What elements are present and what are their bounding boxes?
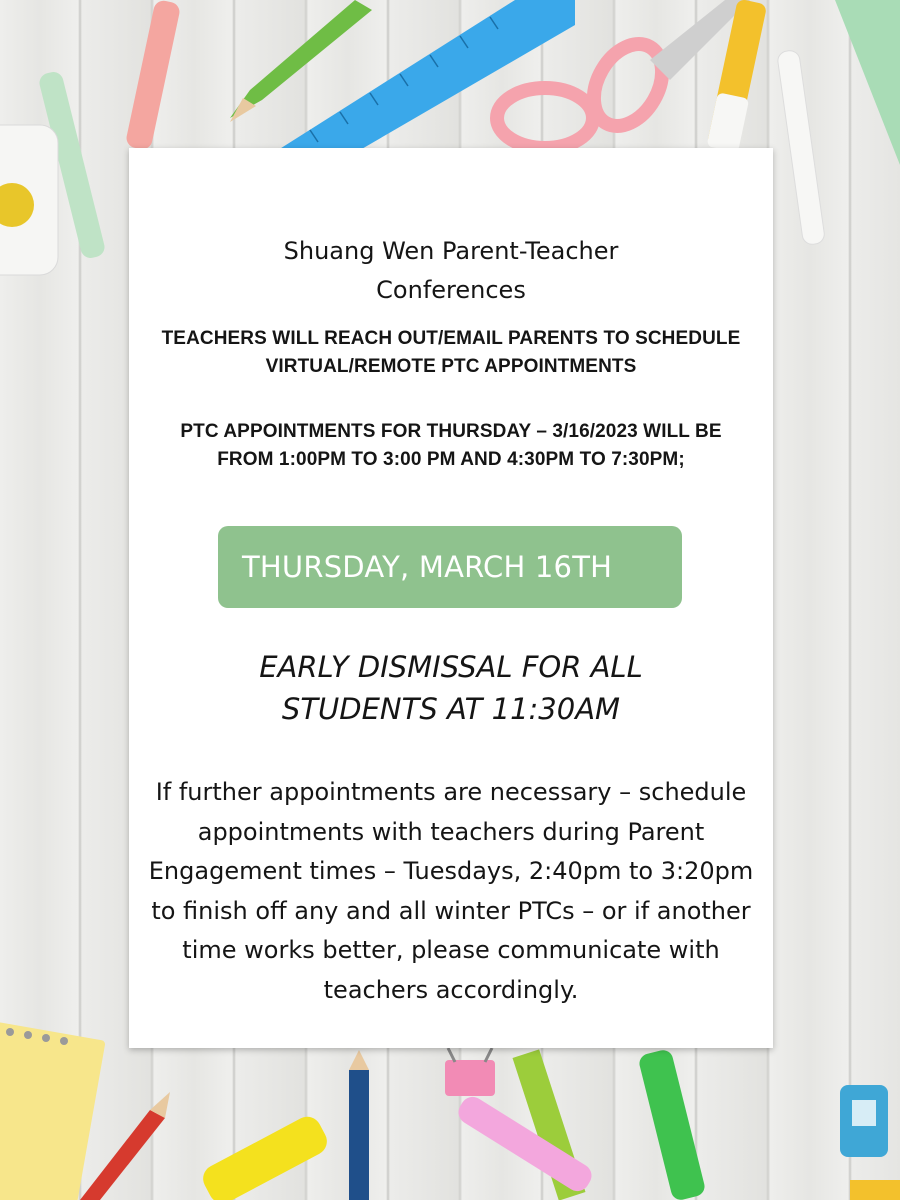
early-dismissal-notice [129,646,773,730]
sharpener-icon [840,1085,900,1200]
paragraph-line: teachers accordingly. [323,975,579,1004]
page-title [129,232,773,310]
ruler-icon [278,0,575,150]
notice-line: PTC APPOINTMENTS FOR THURSDAY – 3/16/2023 WILL BE [180,421,722,442]
paragraph-line: appointments with teachers during Parent [197,817,705,846]
paragraph-line: If further appointments are necessary – schedule [155,778,747,806]
appointment-times-notice [129,418,773,474]
notice-line: TEACHERS WILL REACH OUT/EMAIL PARENTS TO SCHEDULE [161,328,741,349]
title-line: Shuang Wen Parent-Teacher [283,237,619,265]
paragraph-line: Engagement times – Tuesdays, 2:40pm to 3:20pm [148,857,754,885]
notice-line: FROM 1:00PM TO 3:00 PM AND 4:30PM TO 7:30PM; [217,449,685,470]
flyer-card [129,148,773,1048]
title-line: Conferences [376,276,526,304]
pencil-icon [230,0,372,122]
paragraph-line: time works better, please communicate with [182,936,720,964]
paint-palette-icon [0,125,58,275]
binder-clip-icon [445,1048,495,1096]
notepad-icon [0,1022,106,1200]
schedule-notice [129,325,773,381]
notice-line: VIRTUAL/REMOTE PTC APPOINTMENTS [265,356,637,377]
paragraph-line: to finish off any and all winter PTCs – or if another [151,896,751,925]
dismissal-line: EARLY DISMISSAL FOR ALL [259,650,643,684]
date-banner: THURSDAY, MARCH 16TH [218,526,682,608]
dismissal-line: STUDENTS AT 11:30AM [281,692,621,726]
further-appointments-paragraph [129,773,773,1010]
